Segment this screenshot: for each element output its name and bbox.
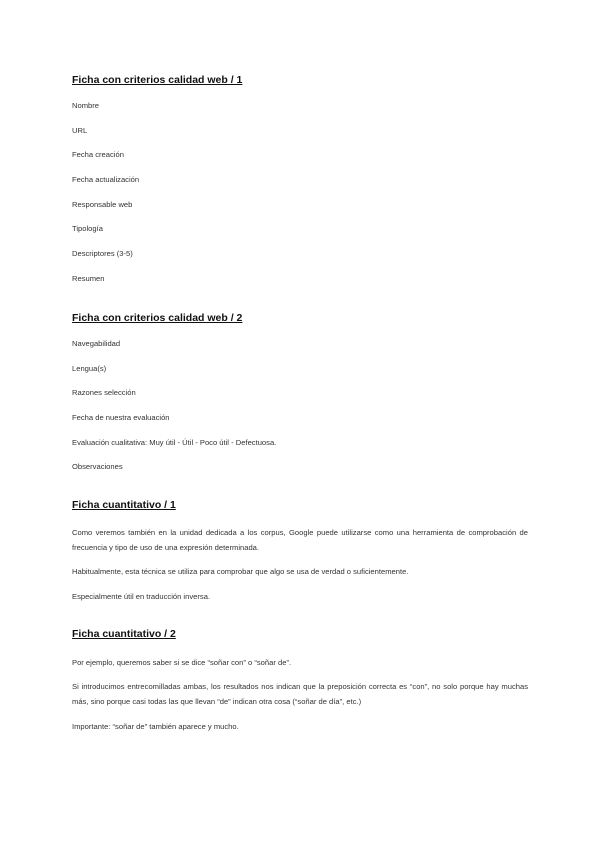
field-navegabilidad: Navegabilidad (72, 339, 121, 348)
section-heading: Ficha cuantitativo / 1 (72, 499, 176, 511)
field-nombre: Nombre (72, 101, 100, 110)
paragraph-results: Si introducimos entrecomilladas ambas, los resultados nos indican que la preposición correcta es “con”, no solo porque hay muchas más, sino porque casi todas las que llevan “de” indican otra cosa (“soñar de día”, etc.) (72, 682, 528, 706)
field-descriptores: Descriptores (3-5) (72, 249, 133, 258)
section-quantitative-1 (72, 498, 532, 608)
section-quantitative-2 (72, 627, 532, 737)
field-observaciones: Observaciones (72, 462, 123, 471)
field-resumen: Resumen (72, 274, 105, 283)
paragraph-inverse-translation: Especialmente útil en traducción inversa. (72, 592, 211, 601)
field-url: URL (72, 126, 88, 135)
paragraph-example: Por ejemplo, queremos saber si se dice “soñar con” o “soñar de”. (72, 658, 292, 667)
field-fecha-actualizacion: Fecha actualización (72, 175, 140, 184)
field-tipologia: Tipología (72, 224, 103, 233)
paragraph-important: Importante: “soñar de” también aparece y mucho. (72, 722, 239, 731)
section-heading: Ficha cuantitativo / 2 (72, 628, 176, 640)
field-razones-seleccion: Razones selección (72, 388, 136, 397)
section-web-quality-2 (72, 311, 532, 476)
section-heading: Ficha con criterios calidad web / 2 (72, 312, 243, 324)
paragraph-technique-usage: Habitualmente, esta técnica se utiliza para comprobar que algo se usa de verdad o suficientemente. (72, 567, 409, 576)
field-evaluacion-cualitativa: Evaluación cualitativa: Muy útil - Útil - Poco útil - Defectuosa. (72, 438, 277, 447)
field-lenguas: Lengua(s) (72, 364, 107, 373)
field-fecha-creacion: Fecha creación (72, 150, 124, 159)
field-responsable-web: Responsable web (72, 200, 133, 209)
section-web-quality-1 (72, 73, 532, 288)
paragraph-google-frequency: Como veremos también en la unidad dedicada a los corpus, Google puede utilizarse como una herramienta de comprobación de frecuencia y tipo de uso de una expresión determinada. (72, 528, 528, 552)
section-heading: Ficha con criterios calidad web / 1 (72, 74, 243, 86)
field-fecha-evaluacion: Fecha de nuestra evaluación (72, 413, 170, 422)
